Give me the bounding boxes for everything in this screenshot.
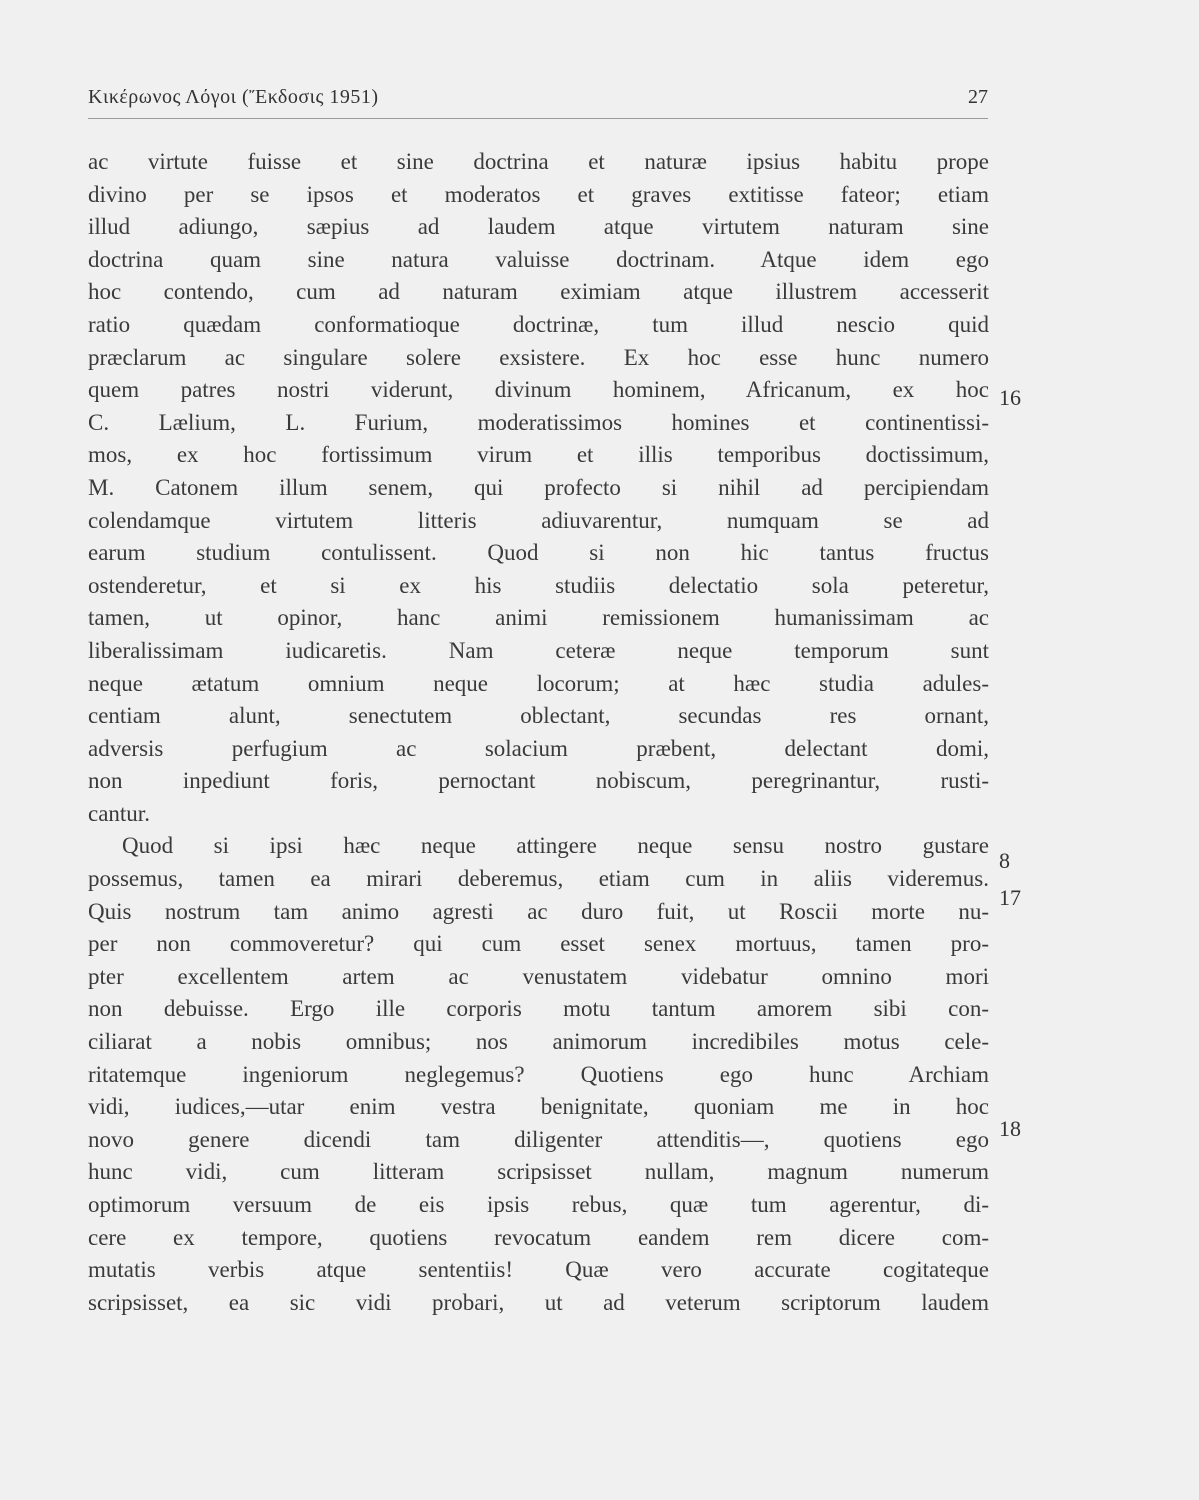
text-line: per non commoveretur? qui cum esset senex mortuus, tamen pro- — [88, 931, 989, 957]
margin-section-number: 8 — [999, 848, 1010, 873]
page-number: 27 — [968, 86, 988, 108]
text-line: ac virtute fuisse et sine doctrina et naturæ ipsius habitu prope — [88, 149, 989, 174]
text-line: earum studium contulissent. Quod si non hic tantus fructus — [88, 540, 989, 566]
text-line: Quis nostrum tam animo agresti ac duro fuit, ut Roscii morte nu- — [88, 898, 989, 924]
margin-section-number: 16 — [999, 385, 1021, 410]
text-line: vidi, iudices,—utar enim vestra benignitate, quoniam me in hoc — [88, 1094, 989, 1120]
text-line: doctrina quam sine natura valuisse doctrinam. Atque idem ego — [88, 246, 989, 272]
header-rule — [88, 118, 988, 119]
running-header — [88, 86, 988, 116]
margin-section-number: 17 — [999, 885, 1021, 910]
text-line: liberalissimam iudicaretis. Nam ceteræ neque temporum sunt — [88, 637, 989, 663]
text-line: optimorum versuum de eis ipsis rebus, quæ tum agerentur, di- — [88, 1192, 989, 1217]
text-line: colendamque virtutem litteris adiuvarentur, numquam se ad — [88, 507, 989, 533]
text-line: C. Lælium, L. Furium, moderatissimos homines et continentissi- — [88, 409, 989, 435]
text-line: ritatemque ingeniorum neglegemus? Quotiens ego hunc Archiam — [88, 1061, 989, 1087]
text-line: novo genere dicendi tam diligenter attenditis—, quotiens ego — [88, 1126, 989, 1152]
text-line: illud adiungo, sæpius ad laudem atque virtutem naturam sine — [88, 214, 989, 240]
text-line: pter excellentem artem ac venustatem videbatur omnino mori — [88, 963, 989, 989]
text-line: hunc vidi, cum litteram scripsisset nullam, magnum numerum — [88, 1159, 989, 1185]
text-line: adversis perfugium ac solacium præbent, delectant domi, — [88, 735, 989, 761]
text-line: divino per se ipsos et moderatos et graves extitisse fateor; etiam — [88, 181, 989, 207]
text-line: cere ex tempore, quotiens revocatum eandem rem dicere com- — [88, 1224, 989, 1250]
body-text — [88, 146, 989, 1319]
text-line: M. Catonem illum senem, qui profecto si nihil ad percipiendam — [88, 474, 989, 500]
text-line: non inpediunt foris, pernoctant nobiscum, peregrinantur, rusti- — [88, 768, 989, 794]
text-line: ciliarat a nobis omnibus; nos animorum incredibiles motus cele- — [88, 1029, 989, 1055]
text-line: Quod si ipsi hæc neque attingere neque sensu nostro gustare — [122, 833, 989, 859]
text-line: ostenderetur, et si ex his studiis delectatio sola peteretur, — [88, 572, 989, 598]
margin-section-number: 18 — [999, 1116, 1021, 1141]
text-line: mos, ex hoc fortissimum virum et illis temporibus doctissimum, — [88, 442, 989, 468]
text-line: non debuisse. Ergo ille corporis motu tantum amorem sibi con- — [88, 996, 989, 1022]
text-line: possemus, tamen ea mirari deberemus, etiam cum in aliis videremus. — [88, 866, 989, 892]
text-line: scripsisset, ea sic vidi probari, ut ad veterum scriptorum laudem — [88, 1289, 989, 1315]
text-line: centiam alunt, senectutem oblectant, secundas res ornant, — [88, 703, 989, 729]
text-line: ratio quædam conformatioque doctrinæ, tum illud nescio quid — [88, 311, 989, 337]
text-line: tamen, ut opinor, hanc animi remissionem humanissimam ac — [88, 605, 989, 631]
text-line: præclarum ac singulare solere exsistere. Ex hoc esse hunc numero — [88, 344, 989, 370]
text-line: neque ætatum omnium neque locorum; at hæc studia adules- — [88, 670, 989, 696]
text-line: hoc contendo, cum ad naturam eximiam atque illustrem accesserit — [88, 279, 989, 305]
text-line: mutatis verbis atque sententiis! Quæ vero accurate cogitateque — [88, 1257, 989, 1283]
text-line: quem patres nostri viderunt, divinum hominem, Africanum, ex hoc — [88, 377, 989, 403]
header-title: Κικέρωνος Λόγοι (Ἔκδοσις 1951) — [88, 86, 379, 108]
text-line: cantur. — [88, 800, 150, 826]
